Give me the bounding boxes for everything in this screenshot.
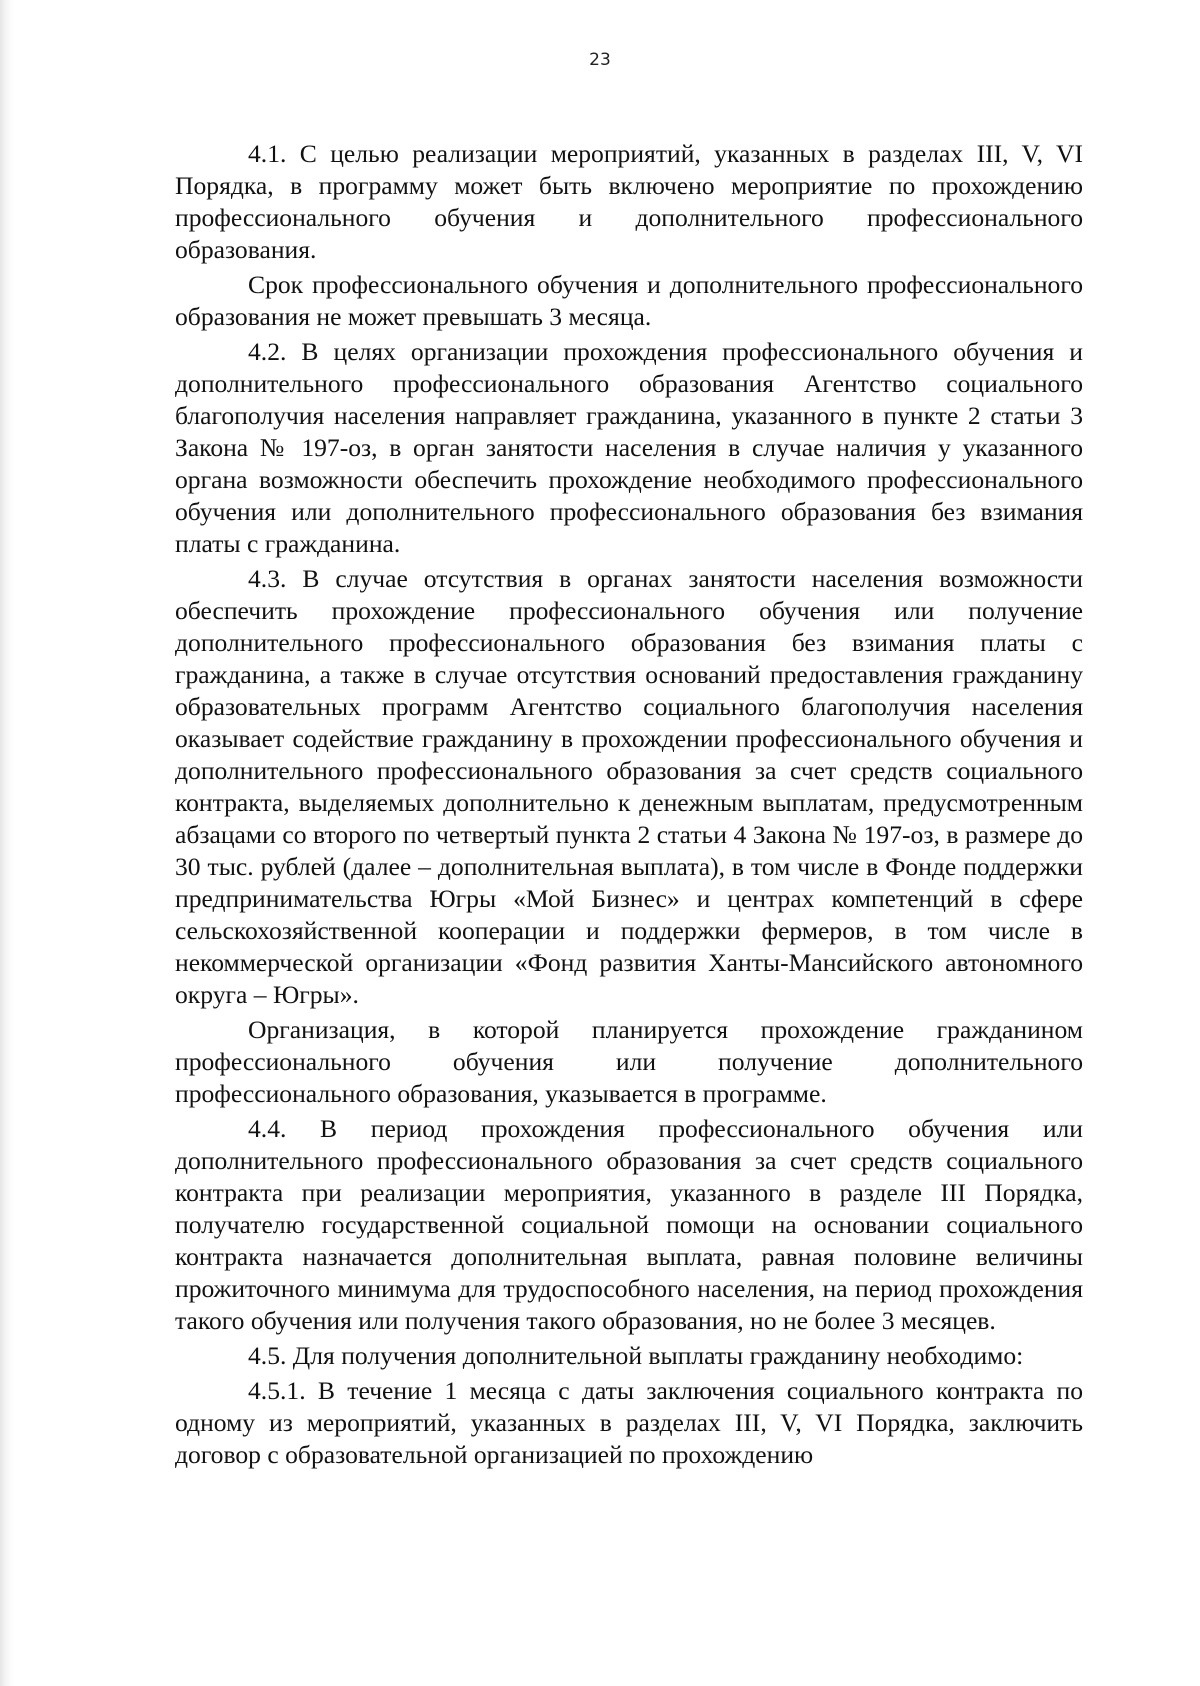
paragraph-4-1: 4.1. С целью реализации мероприятий, указанных в разделах III, V, VI Порядка, в программу может быть включено мероприятие по прохождению профессионального обучения и дополнительного профессионального образования. (175, 139, 1083, 264)
paragraph-4-5: 4.5. Для получения дополнительной выплаты гражданину необходимо: (248, 1341, 1024, 1370)
scan-edge (0, 0, 14, 1686)
paragraph-4-5-1: 4.5.1. В течение 1 месяца с даты заключения социального контракта по одному из мероприятий, указанных в разделах III, V, VI Порядка, заключить договор с образовательной организацией по прохождению (175, 1376, 1083, 1469)
paragraph-4-4: 4.4. В период прохождения профессионального обучения или дополнительного профессионального образования за счет средств социального контракта при реализации мероприятия, указанного в разделе III Порядка, получателю государственной социальной помощи на основании социального контракта назначается дополнительная выплата, равная половине величины прожиточного минимума для трудоспособного населения, на период прохождения такого обучения или получения такого образования, но не более 3 месяцев. (175, 1114, 1083, 1335)
paragraph-organization: Организация, в которой планируется прохождение гражданином профессионального обучения или получение дополнительного профессионального образования, указывается в программе. (175, 1015, 1083, 1108)
document-body (175, 138, 1083, 1471)
paragraph-4-3: 4.3. В случае отсутствия в органах занятости населения возможности обеспечить прохождение профессионального обучения или получение дополнительного профессионального образования без взимания платы с гражданина, а также в случае отсутствия оснований предоставления гражданину образовательных программ Агентство социального благополучия населения оказывает содействие гражданину в прохождении профессионального обучения и дополнительного профессионального образования за счет средств социального контракта, выделяемых дополнительно к денежным выплатам, предусмотренным абзацами со второго по четвертый пункта 2 статьи 4 Закона № 197-оз, в размере до 30 тыс. рублей (далее – дополнительная выплата), в том числе в Фонде поддержки предпринимательства Югры «Мой Бизнес» и центрах компетенций в сфере сельскохозяйственной кооперации и поддержки фермеров, в том числе в некоммерческой организации «Фонд развития Ханты-Мансийского автономного округа – Югры». (175, 564, 1083, 1009)
page-number: 23 (589, 50, 611, 70)
paragraph-4-2: 4.2. В целях организации прохождения профессионального обучения и дополнительного профессионального образования Агентство социального благополучия населения направляет гражданина, указанного в пункте 2 статьи 3 Закона № 197-оз, в орган занятости населения в случае наличия у указанного органа возможности обеспечить прохождение необходимого профессионального обучения или дополнительного профессионального образования без взимания платы с гражданина. (175, 337, 1083, 558)
paragraph-term: Срок профессионального обучения и дополнительного профессионального образования не может превышать 3 месяца. (175, 270, 1083, 331)
